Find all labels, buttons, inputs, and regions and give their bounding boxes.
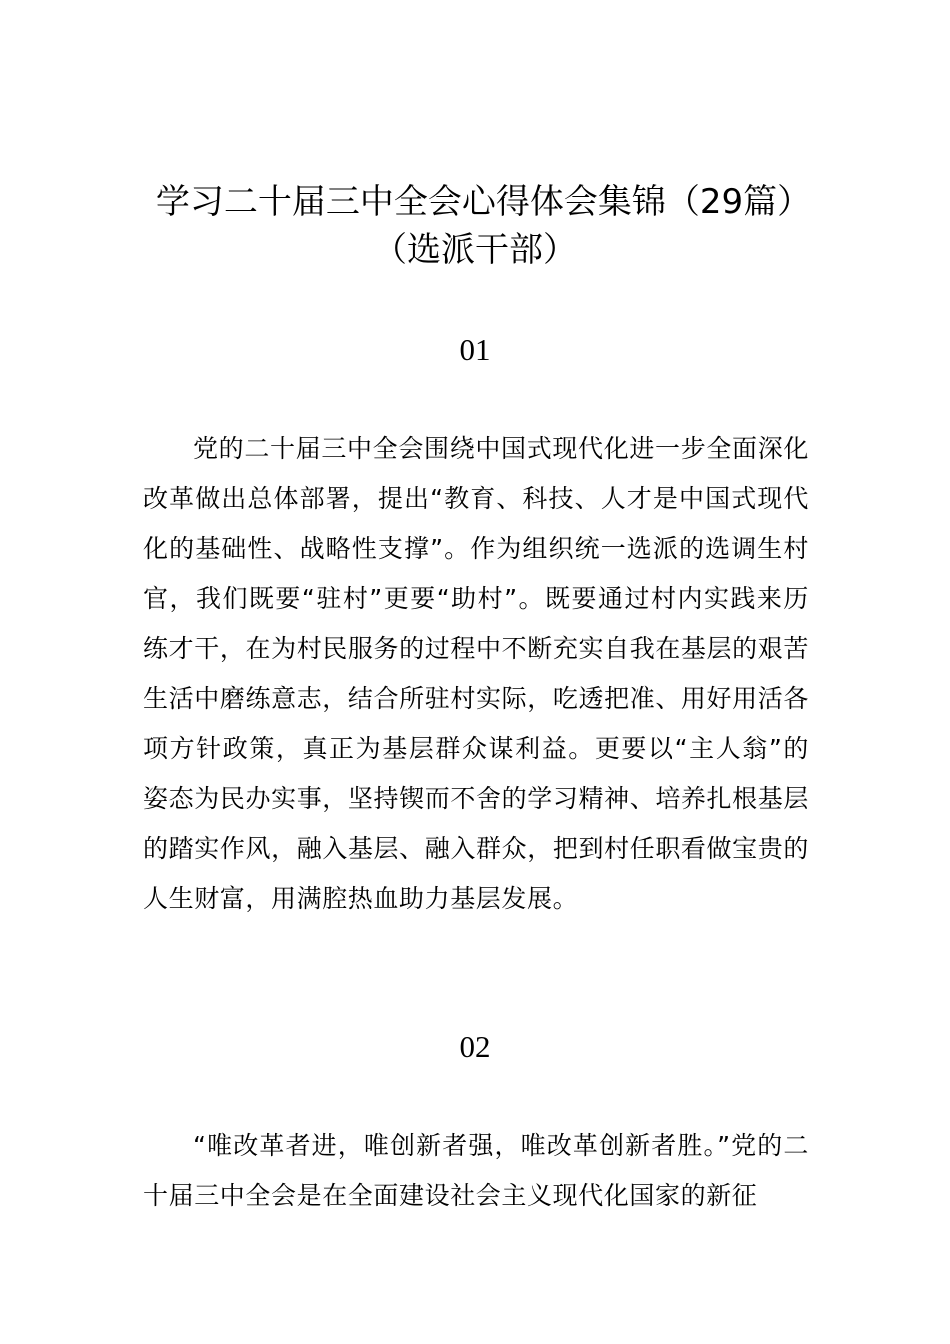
section-number-01: 01 — [459, 332, 491, 367]
section-paragraph-02: “唯改革者进，唯创新者强，唯改革创新者胜。”党的二十届三中全会是在全面建设社会主义现代化国家的新征 — [143, 1131, 809, 1210]
document-title: 学习二十届三中全会心得体会集锦（29篇）（选派干部） — [155, 182, 795, 270]
section-number-02: 02 — [459, 1029, 491, 1064]
section-paragraph-01: 党的二十届三中全会围绕中国式现代化进一步全面深化改革做出总体部署，提出“教育、科技、人才是中国式现代化的基础性、战略性支撑”。作为组织统一选派的选调生村官，我们既要“驻村”更要“助村”。既要通过村内实践来历练才干，在为村民服务的过程中不断充实自我在基层的艰苦生活中磨练意志，结合所驻村实际，吃透把准、用好用活各项方针政策，真正为基层群众谋利益。更要以“主人翁”的姿态为民办实事，坚持锲而不舍的学习精神、培养扎根基层的踏实作风，融入基层、融入群众，把到村任职看做宝贵的人生财富，用满腔热血助力基层发展。 — [143, 434, 809, 913]
